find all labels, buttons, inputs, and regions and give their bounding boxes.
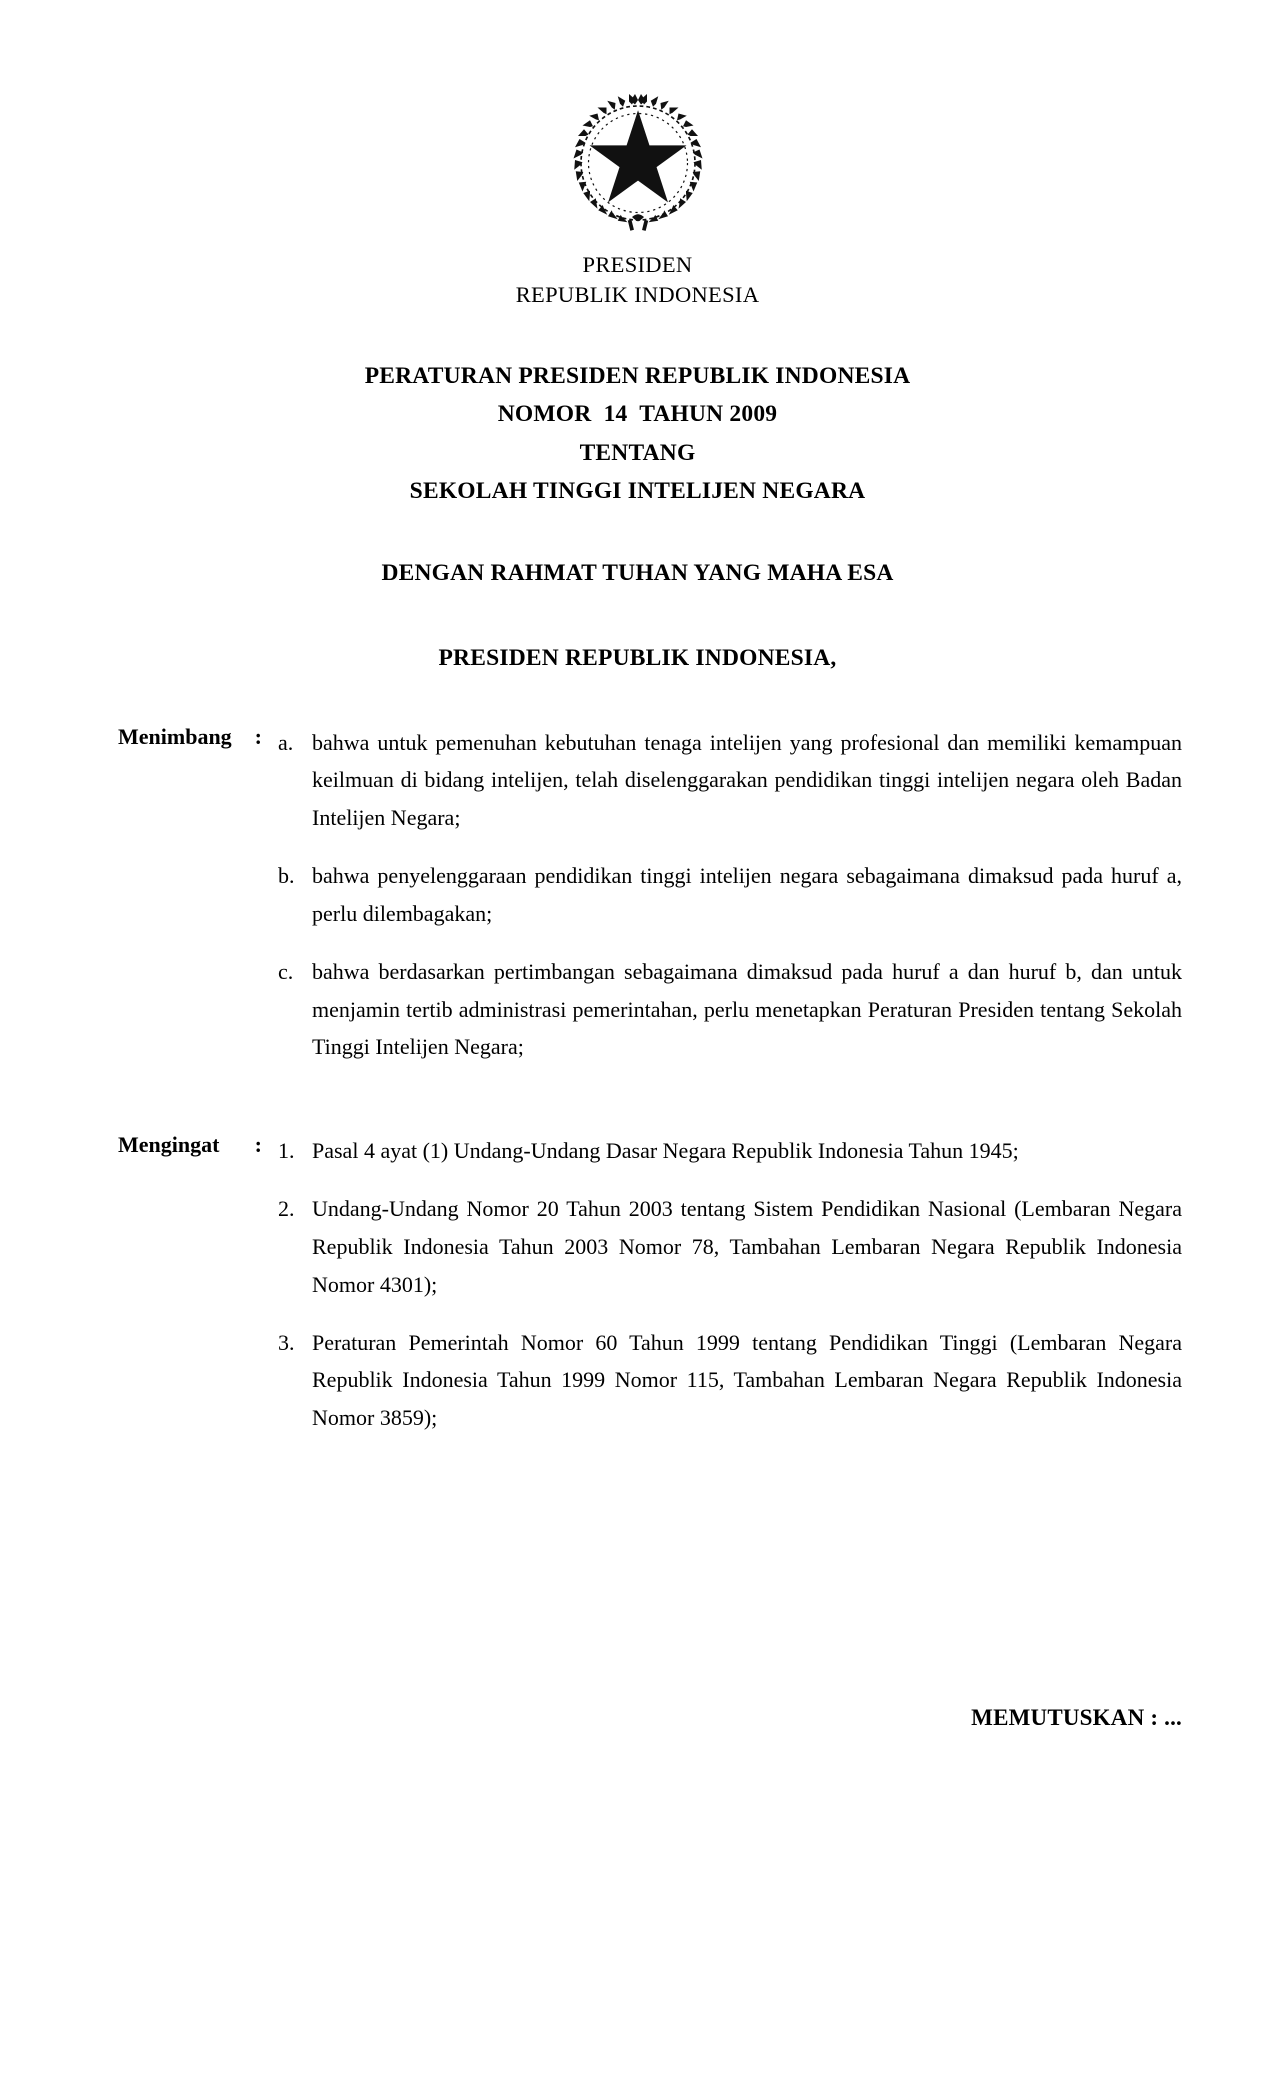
clause-text: bahwa berdasarkan pertimbangan sebagaimana dimaksud pada huruf a dan huruf b, dan untuk menjamin tertib administrasi pemerintahan, perlu menetapkan Peraturan Presiden tentang Sekolah Tinggi Intelijen Negara; (312, 958, 1182, 1060)
legal-basis-label-text: Mengingat (118, 1132, 220, 1158)
legal-basis-section (0, 1132, 1275, 1437)
clause-marker: 3. (278, 1329, 295, 1355)
continuation-note: MEMUTUSKAN : ... (971, 1705, 1182, 1730)
letterhead-line-presiden: PRESIDEN (582, 252, 693, 277)
issuer-line: PRESIDEN REPUBLIK INDONESIA, (438, 644, 837, 671)
considerations-section (0, 724, 1275, 1067)
list-item (278, 1190, 1182, 1303)
clause-marker: 1. (278, 1138, 295, 1164)
considerations-label-colon: : (254, 723, 262, 749)
list-item (278, 857, 1182, 933)
presidential-seal-star-wreath-icon (563, 88, 713, 238)
clause-marker: 2. (278, 1196, 295, 1222)
clause-text: bahwa penyelenggaraan pendidikan tinggi intelijen negara sebagaimana dimaksud pada huruf a, perlu dilembagakan; (312, 863, 1182, 926)
list-item (278, 1132, 1182, 1170)
title-line-regulation: PERATURAN PRESIDEN REPUBLIK INDONESIA (364, 363, 911, 390)
considerations-list (278, 724, 1182, 1067)
considerations-label (118, 724, 278, 748)
considerations-label-text: Menimbang (118, 723, 232, 749)
invocation-line: DENGAN RAHMAT TUHAN YANG MAHA ESA (381, 559, 894, 586)
title-line-subject: SEKOLAH TINGGI INTELIJEN NEGARA (409, 477, 866, 504)
list-item (278, 953, 1182, 1066)
emblem-container (0, 0, 1275, 238)
clause-text: Peraturan Pemerintah Nomor 60 Tahun 1999 tentang Pendidikan Tinggi (Lembaran Negara Republik Indonesia Tahun 1999 Nomor 115, Tambahan Lembaran Negara Republik Indonesia Nomor 3859); (312, 1329, 1182, 1431)
legal-basis-list (278, 1132, 1182, 1437)
clause-text: Pasal 4 ayat (1) Undang-Undang Dasar Negara Republik Indonesia Tahun 1945; (312, 1138, 1019, 1164)
letterhead-line-republik-indonesia: REPUBLIK INDONESIA (515, 281, 760, 307)
legal-basis-label (118, 1132, 278, 1156)
list-item (278, 1324, 1182, 1437)
letterhead (0, 250, 1275, 309)
clause-marker: c. (278, 958, 294, 984)
document-title-block (0, 357, 1275, 509)
clause-marker: b. (278, 863, 295, 889)
title-line-number-year: NOMOR 14 TAHUN 2009 (497, 401, 778, 428)
title-line-tentang: TENTANG (579, 439, 696, 466)
legal-basis-label-colon: : (254, 1132, 262, 1158)
clause-marker: a. (278, 729, 294, 755)
list-item (278, 724, 1182, 837)
clause-text: Undang-Undang Nomor 20 Tahun 2003 tentang Sistem Pendidikan Nasional (Lembaran Negara Republik Indonesia Tahun 2003 Nomor 78, Tambahan Lembaran Negara Republik Indonesia Nomor 4301); (312, 1196, 1182, 1297)
clause-text: bahwa untuk pemenuhan kebutuhan tenaga intelijen yang profesional dan memiliki kemampuan keilmuan di bidang intelijen, telah diselenggarakan pendidikan tinggi intelijen negara oleh Badan Intelijen Negara; (312, 729, 1182, 831)
